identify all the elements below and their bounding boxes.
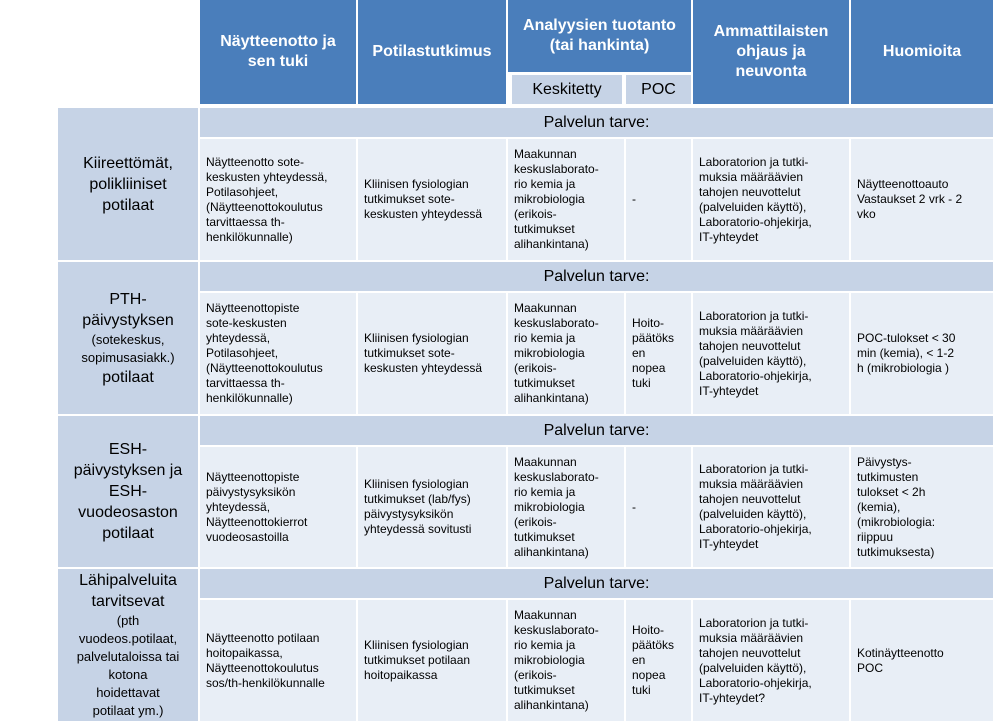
table-cell: Maakunnan keskuslaborato- rio kemia ja mikrobiologia (erikois- tutkimukset alihankintana) <box>508 600 624 721</box>
row-title-non-urgent: Kiireettömät, polikliiniset potilaat <box>58 108 198 260</box>
table-cell: Näytteenotto potilaan hoitopaikassa, Näytteenottokoulutus sos/th-henkilökunnalle <box>200 600 356 721</box>
table-cell: Maakunnan keskuslaborato- rio kemia ja mikrobiologia (erikois- tutkimukset alihankintana) <box>508 447 624 567</box>
header-professional-guidance: Ammattilaisten ohjaus ja neuvonta <box>693 0 849 104</box>
row-title-end: potilaat <box>102 368 154 386</box>
subheader-poc: POC <box>626 75 691 104</box>
table-cell: Kliinisen fysiologian tutkimukset sote- keskusten yhteydessä <box>358 139 506 260</box>
subheader-centralized: Keskitetty <box>512 75 622 104</box>
row-title-detail: (sotekeskus, sopimusasiakk.) <box>81 331 175 365</box>
row-title-detail: (pth vuodeos.potilaat, palvelutaloissa tai kotona hoidettavat potilaat ym.) <box>76 613 180 718</box>
service-need-band: Palvelun tarve: <box>200 262 993 291</box>
row-title-esh-emergency: ESH- päivystyksen ja ESH- vuodeosaston potilaat <box>58 416 198 567</box>
table-cell: Näytteenottopiste sote-keskusten yhteydessä, Potilasohjeet, (Näytteenottokoulutus tarvittaessa th- henkilökunnalle) <box>200 293 356 414</box>
table-cell: Näytteenottopiste päivystysyksikön yhteydessä, Näytteenottokierrot vuodeosastoilla <box>200 447 356 567</box>
service-need-band: Palvelun tarve: <box>200 569 993 598</box>
table-cell: Laboratorion ja tutki- muksia määräävien tahojen neuvottelut (palveluiden käyttö), Laboratorio-ohjekirja, IT-yhteydet? <box>693 600 849 721</box>
table-cell: Kliinisen fysiologian tutkimukset potilaan hoitopaikassa <box>358 600 506 721</box>
header-sampling: Näytteenotto ja sen tuki <box>200 0 356 104</box>
service-need-band: Palvelun tarve: <box>200 416 993 445</box>
table-cell: Maakunnan keskuslaborato- rio kemia ja mikrobiologia (erikois- tutkimukset alihankintana) <box>508 139 624 260</box>
table-cell: Laboratorion ja tutki- muksia määräävien tahojen neuvottelut (palveluiden käyttö), Laboratorio-ohjekirja, IT-yhteydet <box>693 447 849 567</box>
table-cell: Näytteenottoauto Vastaukset 2 vrk - 2 vko <box>851 139 993 260</box>
header-notes: Huomioita <box>851 0 993 104</box>
header-patient-examination: Potilastutkimus <box>358 0 506 104</box>
table-cell: Näytteenotto sote- keskusten yhteydessä, Potilasohjeet, (Näytteenottokoulutus tarvittaessa th- henkilökunnalle) <box>200 139 356 260</box>
row-title-local-services <box>58 569 198 721</box>
table-cell: Laboratorion ja tutki- muksia määräävien tahojen neuvottelut (palveluiden käyttö), Laboratorio-ohjekirja, IT-yhteydet <box>693 293 849 414</box>
table-cell: - <box>626 447 691 567</box>
table-cell: Hoito- päätöks en nopea tuki <box>626 293 691 414</box>
table-cell: Kliinisen fysiologian tutkimukset (lab/fys) päivystysyksikön yhteydessä sovitusti <box>358 447 506 567</box>
table-cell: Maakunnan keskuslaborato- rio kemia ja mikrobiologia (erikois- tutkimukset alihankintana) <box>508 293 624 414</box>
row-title-main: PTH- päivystyksen <box>82 290 174 329</box>
row-title-pth-emergency <box>58 262 198 414</box>
table-cell: Kliinisen fysiologian tutkimukset sote- keskusten yhteydessä <box>358 293 506 414</box>
table-cell: Päivystys- tutkimusten tulokset < 2h (kemia), (mikrobiologia: riippuu tutkimuksesta) <box>851 447 993 567</box>
table-cell: Laboratorion ja tutki- muksia määräävien tahojen neuvottelut (palveluiden käyttö), Laboratorio-ohjekirja, IT-yhteydet <box>693 139 849 260</box>
service-need-band: Palvelun tarve: <box>200 108 993 137</box>
table-cell: Hoito- päätöks en nopea tuki <box>626 600 691 721</box>
table-cell: Kotinäytteenotto POC <box>851 600 993 721</box>
header-analysis-production: Analyysien tuotanto (tai hankinta) <box>508 0 691 72</box>
table-cell: POC-tulokset < 30 min (kemia), < 1-2 h (mikrobiologia ) <box>851 293 993 414</box>
row-title-main: Lähipalveluita tarvitsevat <box>79 572 177 610</box>
table-cell: - <box>626 139 691 260</box>
